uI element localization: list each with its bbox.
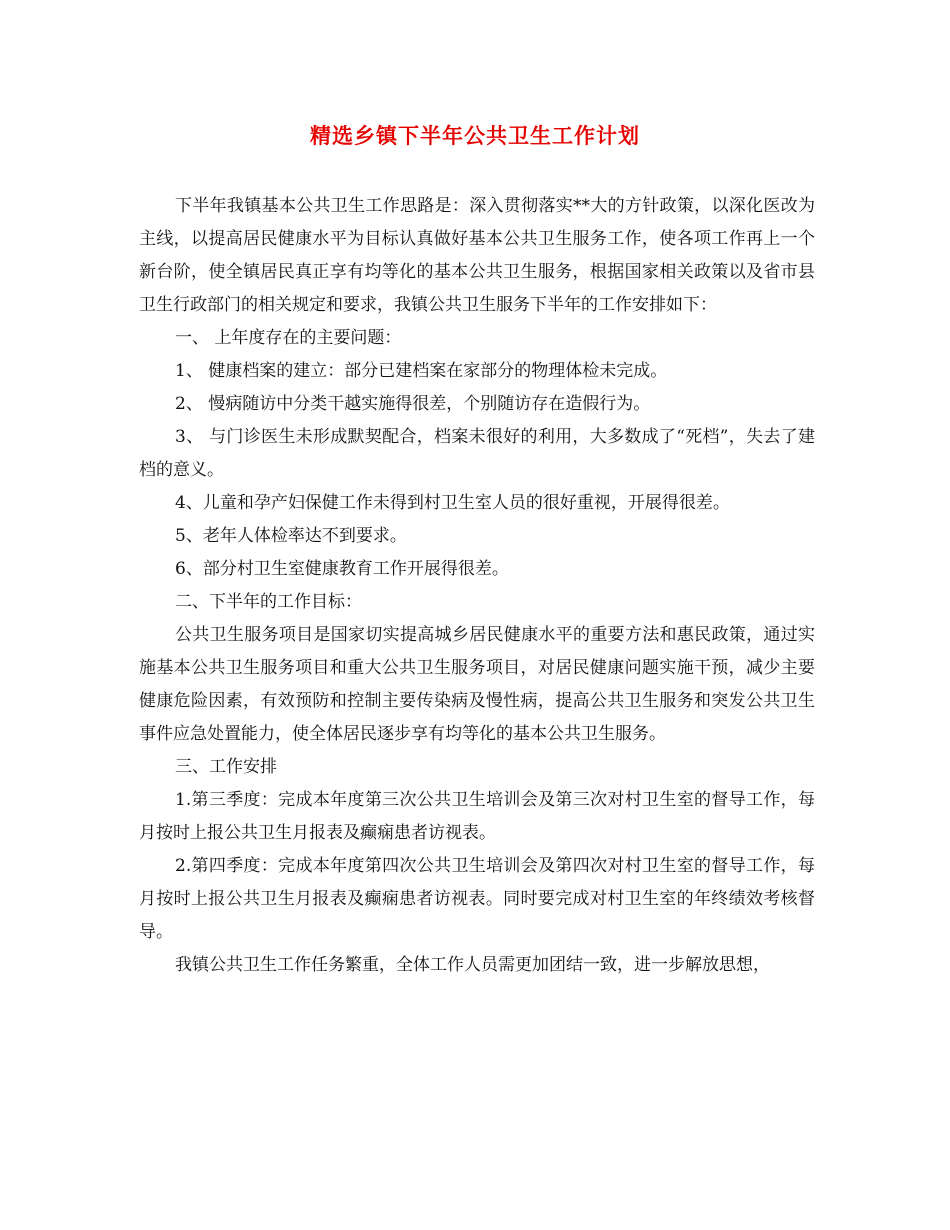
problem-item-1: 1、 健康档案的建立：部分已建档案在家部分的物理体检未完成。	[175, 361, 668, 381]
arrangement-item-q4: 2.第四季度：完成本年度第四次公共卫生培训会及第四次对村卫生室的督导工作，每月按时上报公共卫生月报表及癫痫患者访视表。同时要完成对村卫生室的年终绩效考核督导。	[139, 856, 815, 942]
problem-item-4: 4、儿童和孕产妇保健工作未得到村卫生室人员的很好重视，开展得很差。	[175, 493, 730, 513]
problem-item-2: 2、 慢病随访中分类干越实施得很差，个别随访存在造假行为。	[175, 394, 651, 414]
arrangement-item-q3: 1.第三季度：完成本年度第三次公共卫生培训会及第三次对村卫生室的督导工作，每月按时上报公共卫生月报表及癫痫患者访视表。	[139, 790, 815, 843]
goals-paragraph: 公共卫生服务项目是国家切实提高城乡居民健康水平的重要方法和惠民政策，通过实施基本公共卫生服务项目和重大公共卫生服务项目，对居民健康问题实施干预，减少主要健康危险因素，有效预防和控制主要传染病及慢性病，提高公共卫生服务和突发公共卫生事件应急处置能力，使全体居民逐步享有均等化的基本公共卫生服务。	[139, 625, 815, 744]
section-heading-problems: 一、 上年度存在的主要问题：	[175, 328, 402, 348]
intro-paragraph: 下半年我镇基本公共卫生工作思路是：深入贯彻落实**大的方针政策，以深化医改为主线，以提高居民健康水平为目标认真做好基本公共卫生服务工作，使各项工作再上一个新台阶，使全镇居民真正享有均等化的基本公共卫生服务，根据国家相关政策以及省市县卫生行政部门的相关规定和要求，我镇公共卫生服务下半年的工作安排如下：	[139, 196, 815, 315]
section-heading-arrangements: 三、工作安排	[175, 757, 277, 777]
section-heading-goals: 二、下半年的工作目标：	[175, 592, 362, 612]
problem-item-3: 3、 与门诊医生未形成默契配合，档案未很好的利用，大多数成了“死档”，失去了建档的意义。	[139, 427, 815, 480]
problem-item-6: 6、部分村卫生室健康教育工作开展得很差。	[175, 559, 509, 579]
problem-item-5: 5、老年人体检率达不到要求。	[175, 526, 407, 546]
page-title: 精选乡镇下半年公共卫生工作计划	[310, 124, 640, 148]
closing-paragraph: 我镇公共卫生工作任务繁重，全体工作人员需更加团结一致，进一步解放思想，	[175, 955, 770, 975]
document-body	[139, 190, 815, 982]
